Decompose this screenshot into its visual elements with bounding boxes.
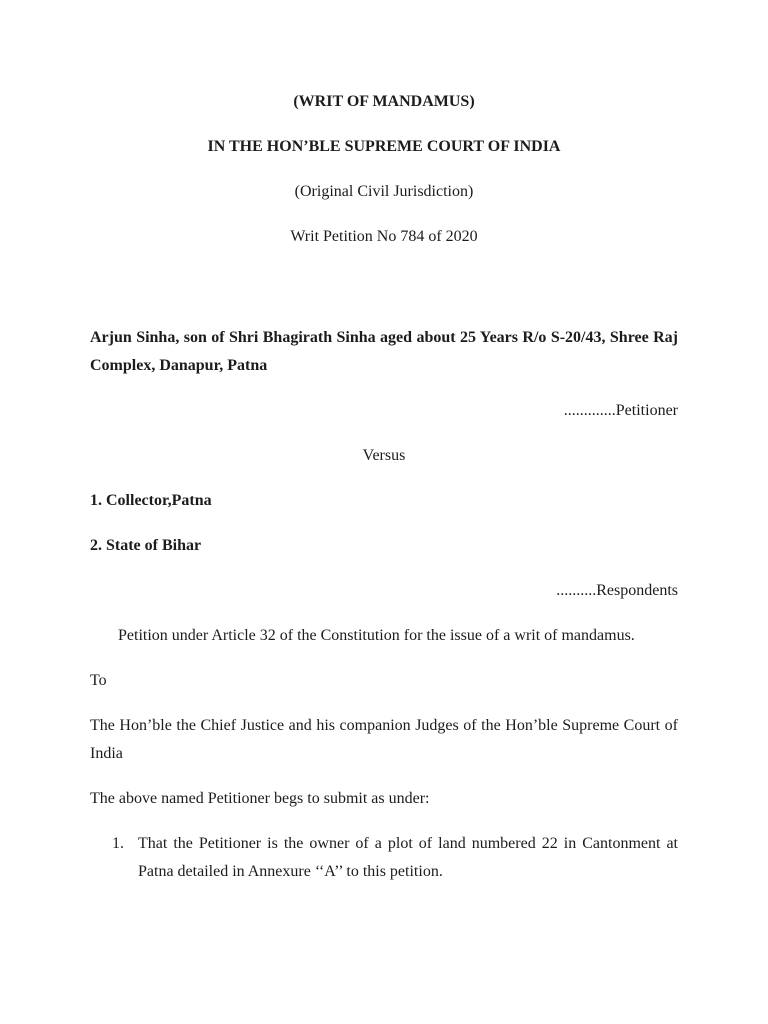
petition-clause: Petition under Article 32 of the Constitution for the issue of a writ of mandamus. [118,627,635,644]
versus-line: Versus [362,447,406,464]
petition-point-1-text: That the Petitioner is the owner of a plot of land numbered 22 in Cantonment at Patna detailed in Annexure ‘‘A’’ to this petition. [138,835,678,880]
petition-point-1-number: 1. [112,835,124,852]
jurisdiction-line: (Original Civil Jurisdiction) [294,183,474,200]
heading-supreme-court: IN THE HON’BLE SUPREME COURT OF INDIA [207,138,561,155]
salutation: To [90,672,107,689]
petitioner-details: Arjun Sinha, son of Shri Bhagirath Sinha aged about 25 Years R/o S-20/43, Shree Raj Complex, Danapur, Patna [90,329,678,374]
respondents-label: ..........Respondents [556,582,678,599]
vertical-spacer [90,268,678,324]
petitioner-label: .............Petitioner [563,402,678,419]
respondent-2: 2. State of Bihar [90,537,202,554]
addressee: The Hon’ble the Chief Justice and his companion Judges of the Hon’ble Supreme Court of India [90,717,678,762]
petition-number-line: Writ Petition No 784 of 2020 [290,228,478,245]
submission-intro: The above named Petitioner begs to submit as under: [90,790,430,807]
respondent-1: 1. Collector,Patna [90,492,212,509]
heading-writ-of-mandamus: (WRIT OF MANDAMUS) [293,93,475,110]
petition-point-1 [90,830,678,886]
